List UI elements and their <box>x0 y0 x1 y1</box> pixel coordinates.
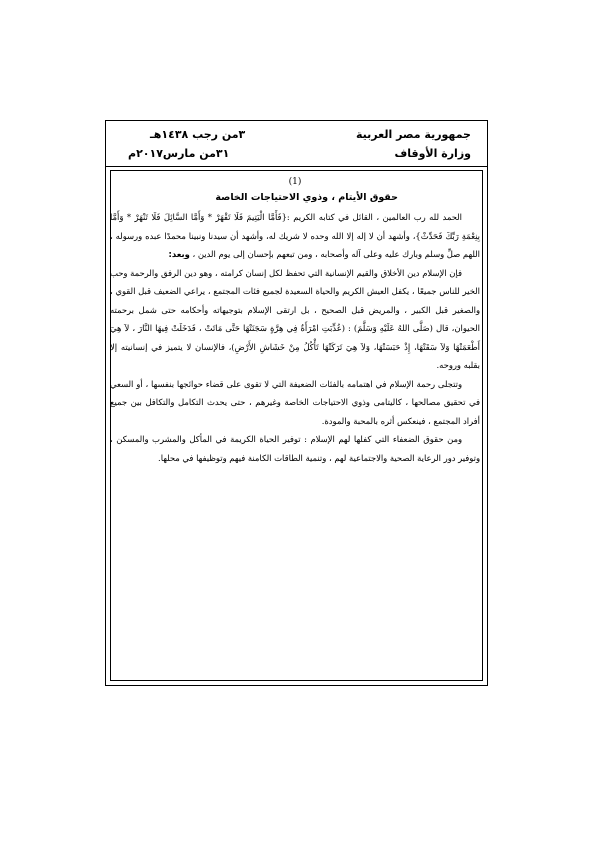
document-title: حقوق الأيتام ، وذوي الاحتياجات الخاصة <box>215 192 398 203</box>
paragraph-1: فإن الإسلام دين الأخلاق والقيم الإنسانية التي تحفظ لكل إنسان كرامته ، وهو دين الرفق والرحمة وحب الخير للناس جميعًا ، يكفل العيش الكريم والحياة السعيدة لجميع فئات المجتمع ، يراعي الضعيف قبل القوي ، والصغير قبل الكبير ، والمريض قبل الصحيح ، بل ارتقى الإسلام بتوجيهاته وأحكامه حتى شمل برحمته الحيوان، قال (صَلَّى اللهُ عَلَيْهِ وَسَلَّمَ) : (عُذِّبَتِ امْرَأَةٌ فِي هِرَّةٍ سَجَنَتْهَا حَتَّى مَاتَتْ ، فَدَخَلَتْ فِيهَا النَّارَ ، لاَ هِيَ أَطْعَمَتْهَا وَلاَ سَقَتْهَا، إِذْ حَبَسَتْهَا، وَلاَ هِيَ تَرَكَتْهَا تَأْكُلُ مِنْ خَشَاشِ الأَرْضِ)، فالإنسان لا يتميز في إنسانيته إلا بقلبه وروحه. <box>110 267 480 370</box>
intro-text: الحمد لله رب العالمين ، القائل في كتابه الكريم :{فَأَمَّا الْيَتِيمَ فَلَا تَقْهَرْ * وَأَمَّا السَّائِلَ فَلَا تَنْهَرْ * وَأَمَّا بِنِعْمَةِ رَبِّكَ فَحَدِّثْ}، وأشهد أن لا إله إلا الله وحده لا شريك له، وأشهد أن سيدنا ونبينا محمدًا عبده ورسوله ، اللهم صلِّ وسلم وبارك عليه وعلى آله وأصحابه ، ومن تبعهم بإحسان إلى يوم الدين ، <box>110 212 480 259</box>
ministry-name: وزارة الأوقاف <box>394 147 471 160</box>
document-header <box>105 120 488 167</box>
paragraph-3: ومن حقوق الضعفاء التي كفلها لهم الإسلام : توفير الحياة الكريمة في المأكل والمشرب والمسكن ، وتوفير دور الرعاية الصحية والاجتماعية لهم ، وتنمية الطاقات الكامنة فيهم وتوظيفها في محلها. <box>110 434 480 463</box>
intro-end: وبعد: <box>168 249 190 259</box>
gregorian-date: ٣١من مارس٢٠١٧م <box>128 147 230 160</box>
country-name: جمهورية مصر العربية <box>356 128 471 141</box>
document-number: (1) <box>288 177 302 187</box>
hijri-date: ٣من رجب ١٤٣٨هـ <box>150 128 246 141</box>
paragraph-2: وتتجلى رحمة الإسلام في اهتمامه بالفئات الضعيفة التي لا تقوى على قضاء حوائجها بنفسها ، أو السعي في تحقيق مصالحها ، كاليتامى وذوي الاحتياجات الخاصة وغيرهم ، حتى يحدث التكامل والتكافل بين جميع أفراد المجتمع ، فينعكس أثره بالمحبة والمودة. <box>110 378 480 426</box>
intro-paragraph <box>110 208 480 264</box>
document-content <box>110 176 480 676</box>
